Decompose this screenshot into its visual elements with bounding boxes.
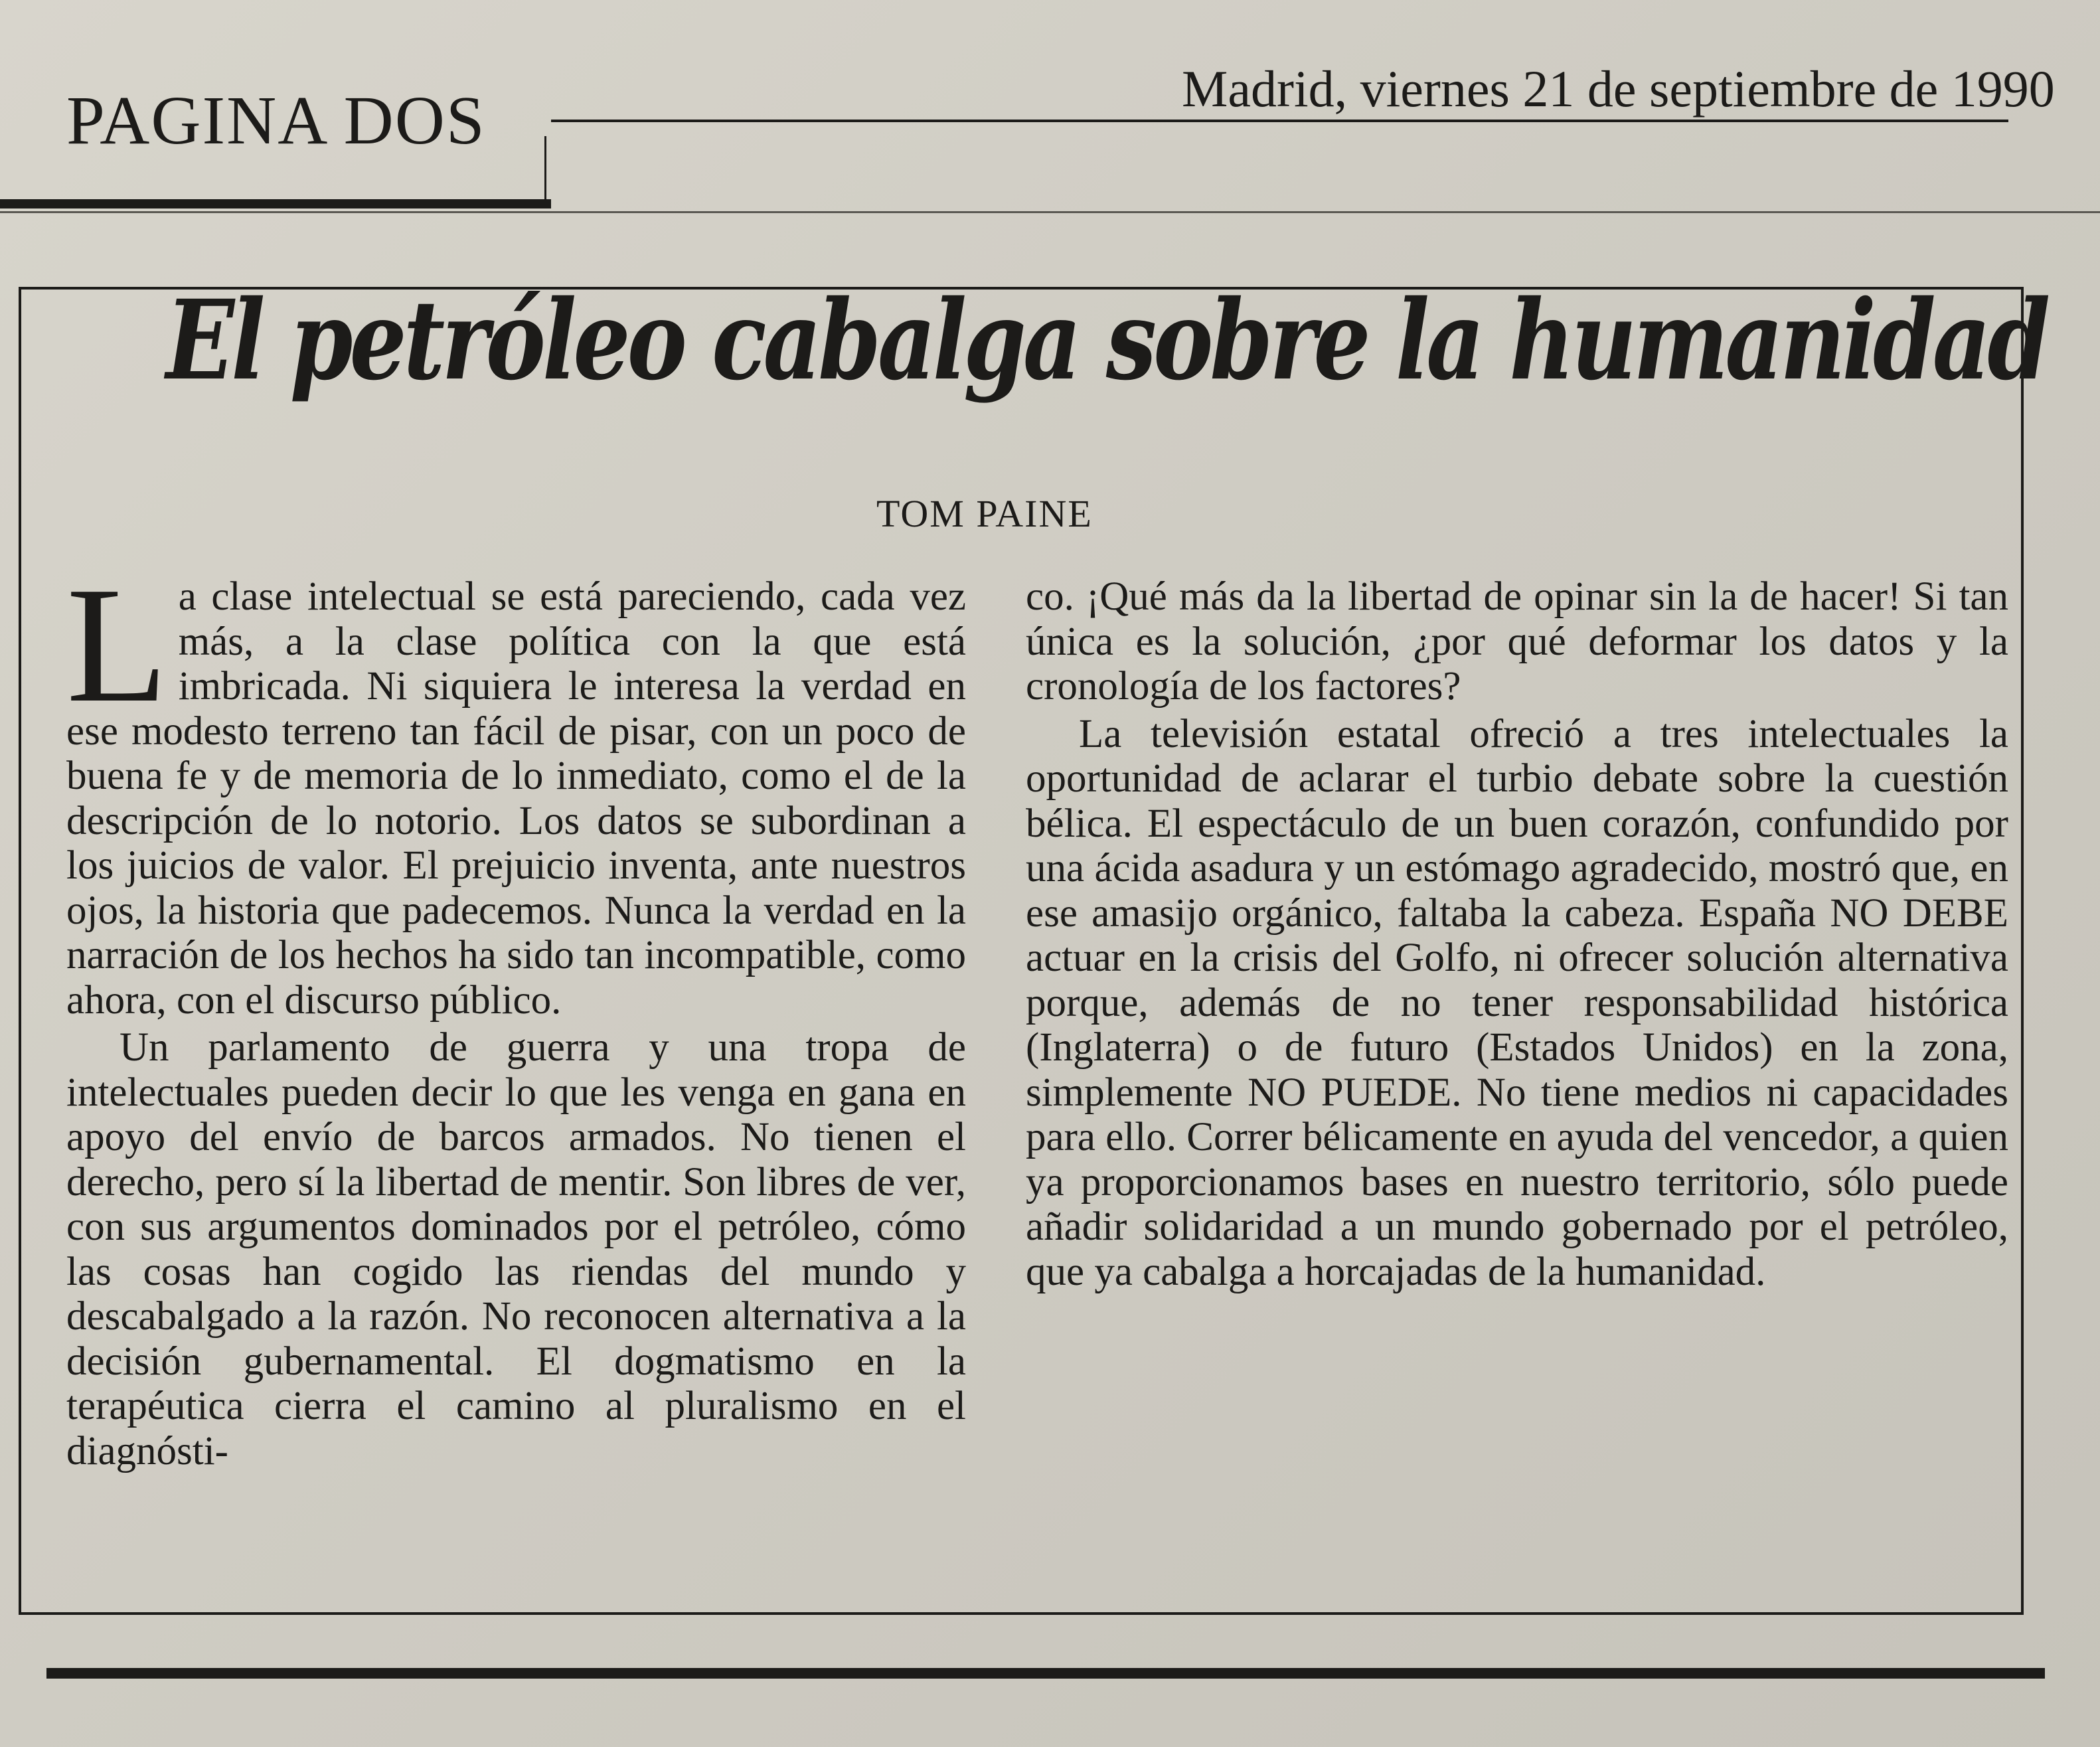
section-label: PAGINA DOS [66,82,486,159]
drop-cap: L [66,553,168,737]
section-rule-tick [544,136,546,203]
dateline: Madrid, viernes 21 de septiembre de 1990 [1182,60,2055,118]
headline: El petróleo cabalga sobre la humanidad [166,276,2048,404]
paragraph-3: La televisión estatal ofreció a tres intelectuales la oportunidad de aclarar el turbio debate sobre la cuestión bélica. El espectáculo de un buen corazón, confundido por una ácida asadura y un estómago agradecido, mostró que, en ese amasijo orgánico, faltaba la cabeza. España NO DEBE actuar en la crisis del Golfo, ni ofrecer solución alternativa porque, además de no tener responsabilidad histórica (Inglaterra) o de futuro (Estados Unidos) en la zona, simplemente NO PUEDE. No tiene medios ni capacidades para ello. Correr bélicamente en ayuda del vencedor, a quien ya proporcionamos bases en nuestro territorio, sólo puede añadir solidaridad a un mundo gobernado por el petróleo, que ya cabalga a horcajadas de la humanidad. [1026,711,2008,1294]
paragraph-2-continuation: co. ¡Qué más da la libertad de opinar sin la de hacer! Si tan única es la solución, ¿por qué deformar los datos y la cronología de los factores? [1026,574,2008,708]
article-column-right [1026,574,2008,1294]
article-column-left [66,553,966,1473]
byline: TOM PAINE [876,492,1093,535]
section-rule [0,199,551,208]
bottom-rule [46,1668,2045,1679]
paragraph-1-text: a clase intelectual se está pareciendo, cada vez más, a la clase política con la que está imbricada. Ni siquiera le interesa la verdad en ese modesto terreno tan fácil de pisar, con un poco de buena fe y de memoria de lo inmediato, como el de la descripción de lo notorio. Los datos se subordinan a los juicios de valor. El prejuicio inventa, ante nuestros ojos, la historia que padecemos. Nunca la verdad en la narración de los hechos ha sido tan incompatible, como ahora, con el discurso público. [66,574,966,1023]
top-divider [0,211,2100,213]
paragraph-1 [66,553,966,1023]
header-rule [551,120,2008,122]
paragraph-2: Un parlamento de guerra y una tropa de intelectuales pueden decir lo que les venga en gana en apoyo del envío de barcos armados. No tienen el derecho, pero sí la libertad de mentir. Son libres de ver, con sus argumentos dominados por el petróleo, cómo las cosas han cogido las riendas del mundo y descabalgado a la razón. No reconocen alternativa a la decisión gubernamental. El dogmatismo en la terapéutica cierra el camino al pluralismo en el diagnósti- [66,1025,966,1473]
